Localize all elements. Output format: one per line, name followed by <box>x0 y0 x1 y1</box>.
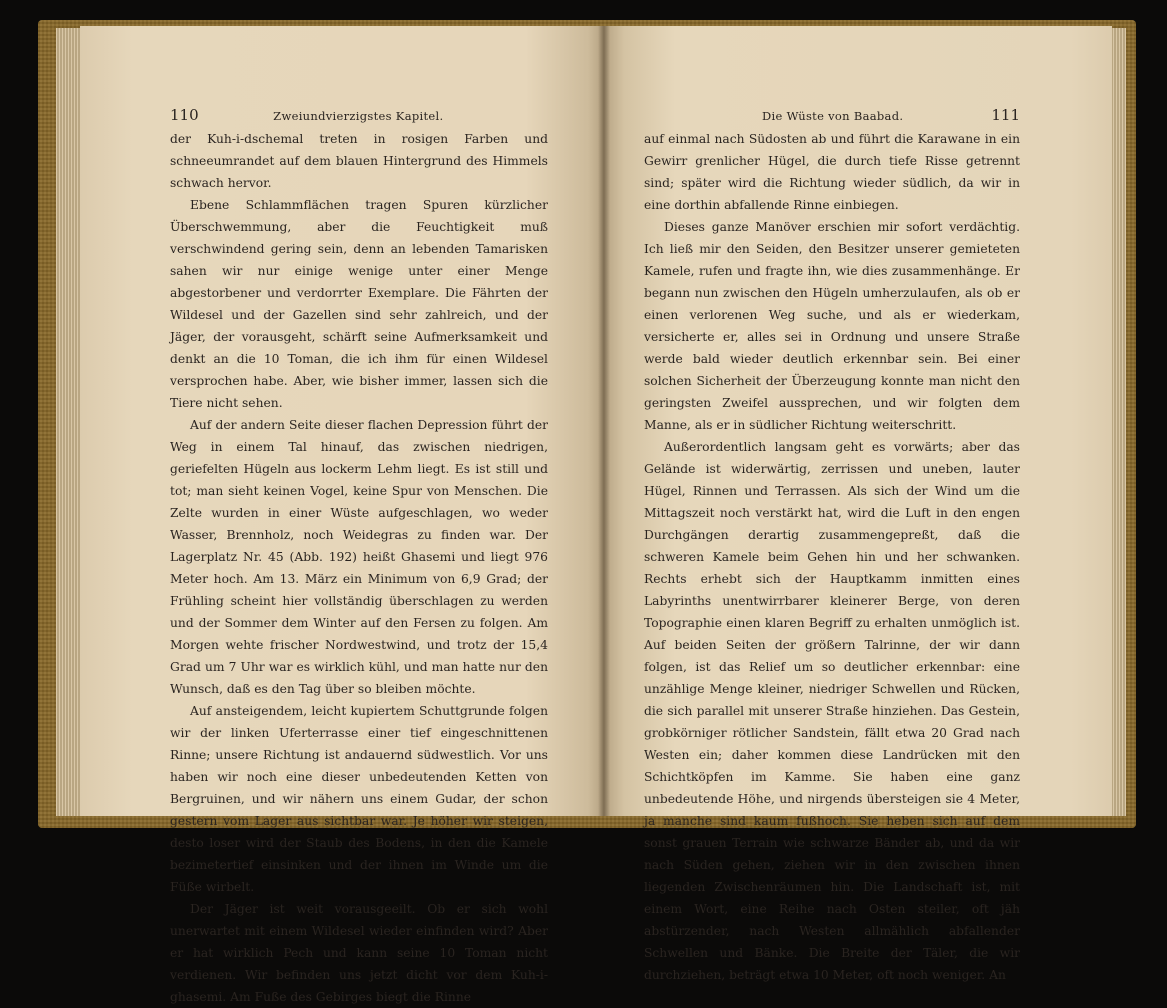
paragraph: Ebene Schlammflächen tragen Spuren kürzlicher Überschwemmung, aber die Feuchtigkeit muß verschwindend gering sein, denn an lebenden Tamarisken sahen wir nur einige wenige unter einer Menge abgestorbener und verdorrter Exemplare. Die Fährten der Wildesel und der Gazellen sind sehr zahlreich, und der Jäger, der vorausgeht, schärft seine Aufmerksamkeit und denkt an die 10 Toman, die ich ihm für einen Wildesel versprochen habe. Aber, wie bisher immer, lassen sich die Tiere nicht sehen. <box>170 198 548 410</box>
right-page-header <box>644 102 1020 128</box>
paragraph: Der Jäger ist weit vorausgeeilt. Ob er sich wohl unerwartet mit einem Wildesel wieder einfinden wird? Aber er hat wirklich Pech und kann seine 10 Toman nicht verdienen. Wir befinden uns jetzt dicht vor dem Kuh-i-ghasemi. Am Fuße des Gebirges biegt die Rinne <box>170 902 548 1004</box>
left-page <box>80 26 604 1004</box>
right-page-text <box>644 128 1020 986</box>
paragraph: Auf ansteigendem, leicht kupiertem Schuttgrunde folgen wir der linken Uferterrasse einer tief eingeschnittenen Rinne; unsere Richtung ist andauernd südwestlich. Vor uns haben wir noch eine dieser unbedeutenden Ketten von Bergruinen, und wir nähern uns einem Gudar, der schon gestern vom Lager aus sichtbar war. Je höher wir steigen, desto loser wird der Staub des Bodens, in den die Kamele bezimetertief einsinken und der ihnen im Winde um die Füße wirbelt. <box>170 704 548 894</box>
page-edges-right <box>1110 28 1126 816</box>
left-page-text <box>170 128 548 1008</box>
paragraph: auf einmal nach Südosten ab und führt die Karawane in ein Gewirr grenlicher Hügel, die durch tiefe Risse getrennt sind; später wird die Richtung wieder südlich, da wir in eine dorthin abfallende Rinne einbiegen. <box>644 132 1020 212</box>
book-gutter <box>598 26 610 816</box>
left-page-header <box>170 102 548 128</box>
page-edges-left <box>56 28 82 816</box>
paragraph: Auf der andern Seite dieser flachen Depression führt der Weg in einem Tal hinauf, das zwischen niedrigen, geriefelten Hügeln aus lockerm Lehm liegt. Es ist still und tot; man sieht keinen Vogel, keine Spur von Menschen. Die Zelte wurden in einer Wüste aufgeschlagen, wo weder Wasser, Brennholz, noch Weidegras zu finden war. Der Lagerplatz Nr. 45 (Abb. 192) heißt Ghasemi und liegt 976 Meter hoch. Am 13. März ein Minimum von 6,9 Grad; der Frühling scheint hier vollständig überschlagen zu werden und der Sommer dem Winter auf den Fersen zu folgen. Am Morgen wehte frischer Nordwestwind, und trotz der 15,4 Grad um 7 Uhr war es wirklich kühl, und man hatte nur den Wunsch, daß es den Tag über so bleiben möchte. <box>170 418 548 696</box>
running-head: Zweiundvierzigstes Kapitel. <box>273 109 444 123</box>
paragraph: Dieses ganze Manöver erschien mir sofort verdächtig. Ich ließ mir den Seiden, den Besitzer unserer gemieteten Kamele, rufen und fragte ihn, wie dies zusammenhänge. Er begann nun zwischen den Hügeln umherzulaufen, als ob er einen verlorenen Weg suche, und als er wiederkam, versicherte er, alles sei in Ordnung und unsere Straße werde bald wieder deutlich erkennbar sein. Bei einer solchen Sicherheit der Überzeugung konnte man nicht den geringsten Zweifel aussprechen, und wir folgten dem Manne, als er in südlicher Richtung weiterschritt. <box>644 220 1020 432</box>
page-number: 111 <box>991 106 1020 124</box>
page-number: 110 <box>170 106 199 124</box>
running-head: Die Wüste von Baabad. <box>762 109 904 123</box>
paragraph: Außerordentlich langsam geht es vorwärts; aber das Gelände ist widerwärtig, zerrissen und uneben, lauter Hügel, Rinnen und Terrassen. Als sich der Wind um die Mittagszeit noch verstärkt hat, wird die Luft in den engen Durchgängen derartig zusammengepreßt, daß die schweren Kamele beim Gehen hin und her schwanken. Rechts erhebt sich der Hauptkamm inmitten eines Labyrinths unentwirrbarer kleinerer Berge, von deren Topographie einen klaren Begriff zu erhalten unmöglich ist. Auf beiden Seiten der größern Talrinne, der wir dann folgen, ist das Relief um so deutlicher erkennbar: eine unzählige Menge kleiner, niedriger Schwellen und Rücken, die sich parallel mit unserer Straße hinziehen. Das Gestein, grobkörniger rötlicher Sandstein, fällt etwa 20 Grad nach Westen ein; daher kommen diese Landrücken mit den Schichtköpfen im Kamme. Sie haben eine ganz unbedeutende Höhe, und nirgends übersteigen sie 4 Meter, ja manche sind kaum fußhoch. Sie heben sich auf dem sonst grauen Terrain wie schwarze Bänder ab, und da wir nach Süden gehen, ziehen wir in den zwischen ihnen liegenden Zwischenräumen hin. Die Landschaft ist, mit einem Wort, eine Reihe nach Osten steiler, oft jäh abstürzender, nach Westen allmählich abfallender Schwellen und Bänke. Die Breite der Täler, die wir durchziehen, beträgt etwa 10 Meter, oft noch weniger. An <box>644 440 1020 982</box>
right-page <box>604 26 1112 982</box>
paragraph: der Kuh-i-dschemal treten in rosigen Farben und schneeumrandet auf dem blauen Hintergrund des Himmels schwach hervor. <box>170 132 548 190</box>
